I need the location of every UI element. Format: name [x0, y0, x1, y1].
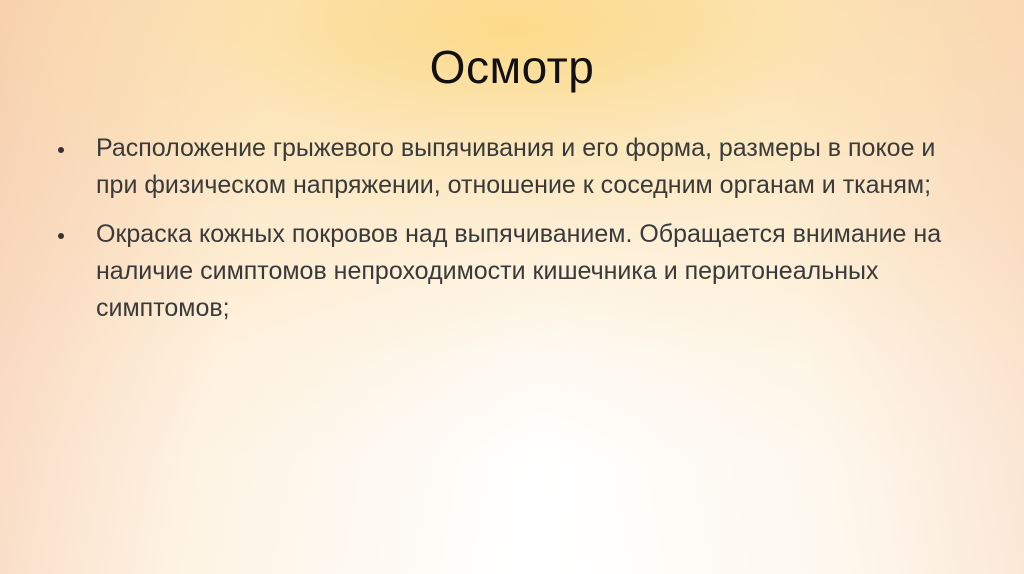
bullet-dot-icon: [58, 147, 64, 153]
bullet-dot-icon: [58, 233, 64, 239]
bullet-text: Окраска кожных покровов над выпячиванием. Обращается внимание на наличие симптомов непроходимости кишечника и перитонеальных симптомов;: [96, 220, 942, 322]
bullet-list: [56, 130, 976, 339]
bullet-item: [56, 130, 976, 204]
bullet-text: Расположение грыжевого выпячивания и его форма, размеры в покое и при физическом напряжении, отношение к соседним органам и тканям;: [96, 134, 936, 199]
slide-title: Осмотр: [429, 41, 595, 93]
bullet-item: [56, 216, 976, 327]
